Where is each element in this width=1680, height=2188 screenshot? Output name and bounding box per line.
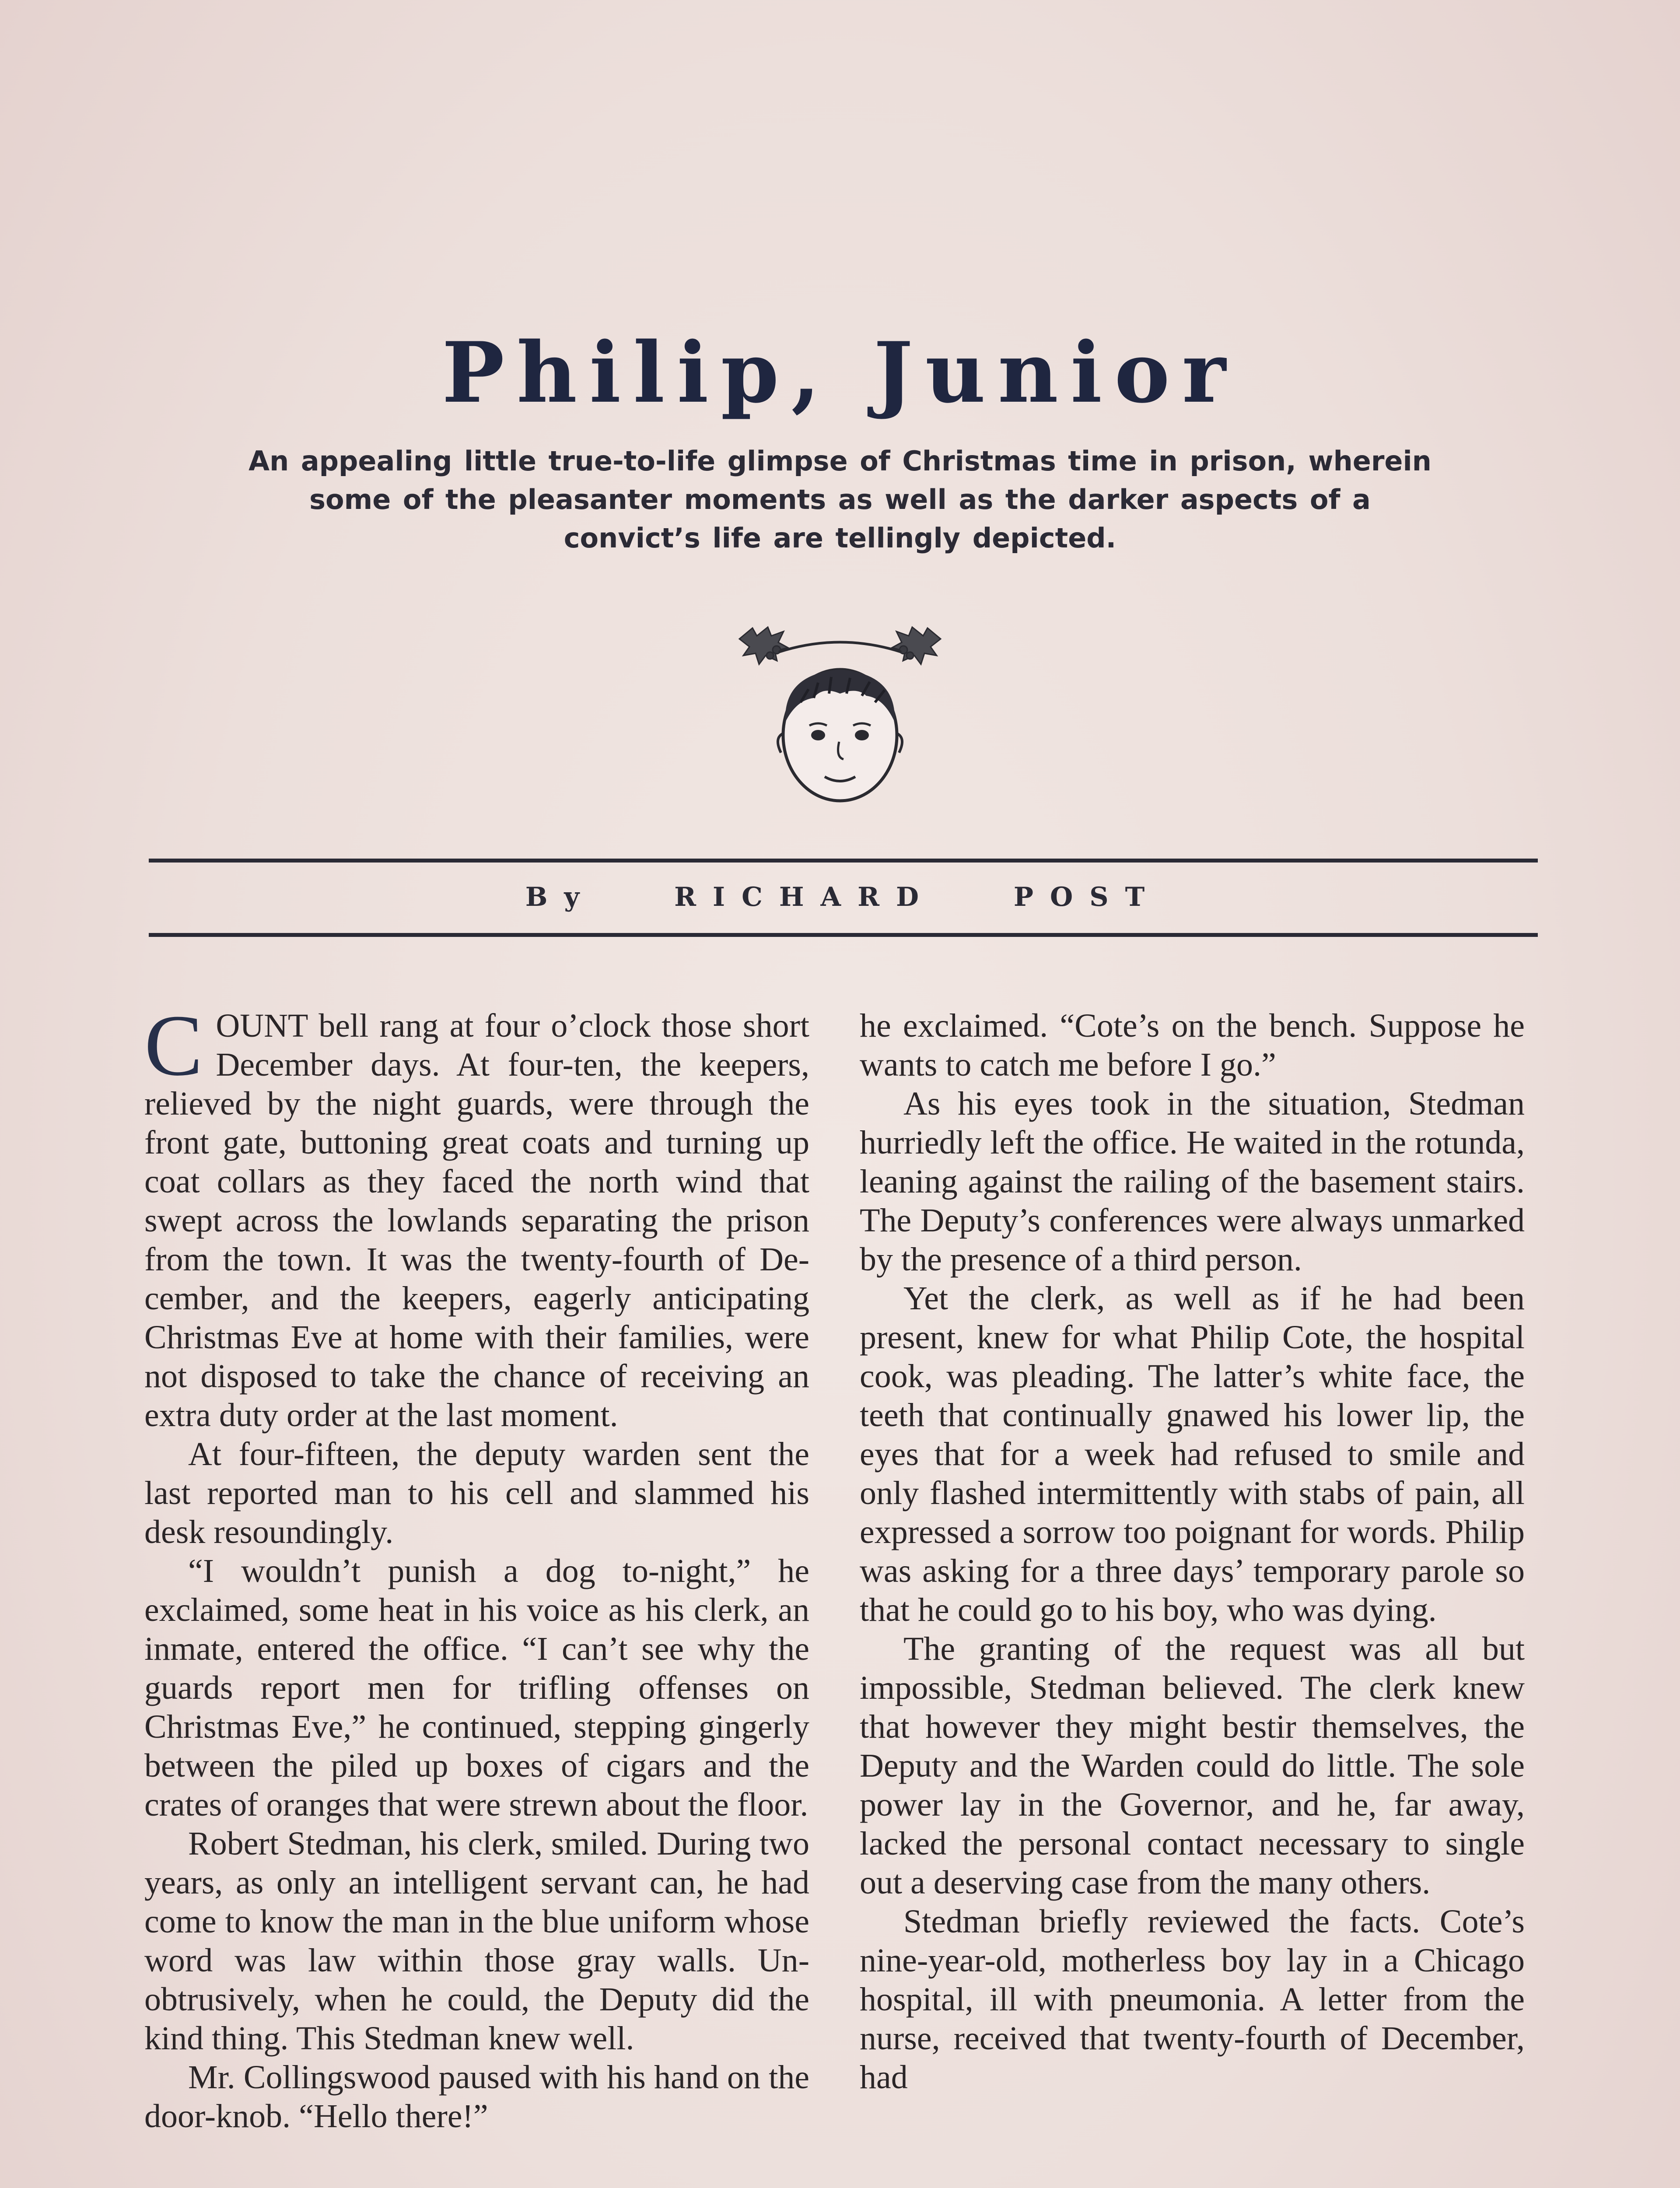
article-title: Philip, Junior [442,324,1238,421]
paragraph: Robert Stedman, his clerk, smiled. During two years, as only an intelligent servant can, he had come to know the man in the blue uniform whose word was law within those gray walls. Unobtrusively, when he could, the Deputy did the kind thing. This Stedman knew well. [144,1825,809,2057]
paragraph: Yet the clerk, as well as if he had been present, knew for what Philip Cote, the hospital cook, was pleading. The latter’s white face, the teeth that continually gnawed his lower lip, the eyes that for a week had refused to smile and only flashed intermittently with stabs of pain, all expressed a sorrow too poignant for words. Philip was asking for a three days’ temporary parole so that he could go to his boy, who was dying. [860,1280,1525,1628]
paragraph: COUNT bell rang at four o’clock those short December days. At four-ten, the keepers, relieved by the night guards, were through the front gate, buttoning great coats and turning up coat collars as they faced the north wind that swept across the lowlands separating the prison from the town. It was the twenty-fourth of December, and the keepers, eagerly anticipating Christmas Eve at home with their families, were not disposed to take the chance of receiving an extra duty order at the last moment. [144,997,809,1434]
paragraph: Mr. Collingswood paused with his hand on the door-knob. “Hello there!” [144,2059,809,2135]
paragraph: he exclaimed. “Cote’s on the bench. Suppose he wants to catch me before I go.” [860,1007,1525,1083]
paragraph: At four-fifteen, the deputy warden sent the last reported man to his cell and slammed his desk resoundingly. [144,1436,809,1550]
header-rule-top [149,859,1538,863]
paragraph: The granting of the request was all but impossible, Stedman believed. The clerk knew that however they might bestir themselves, the Deputy and the Warden could do little. The sole power lay in the Governor, and he, far away, lacked the personal contact necessary to single out a deserving case from the many others. [860,1630,1525,1901]
paragraph: Stedman briefly reviewed the facts. Cote’s nine-year-old, motherless boy lay in a Chicago hospital, ill with pneumonia. A letter from the nurse, received that twenty-fourth of December, had [860,1903,1525,2096]
paragraph: As his eyes took in the situation, Stedman hurriedly left the office. He waited in the rotunda, leaning against the railing of the basement stairs. The Deputy’s conferences were always unmarked by the presence of a third person. [860,1085,1525,1278]
boy-with-holly-icon [726,608,954,810]
paragraph: “I wouldn’t punish a dog to-night,” he exclaimed, some heat in his voice as his clerk, an inmate, entered the office. “I can’t see why the guards report men for trifling offenses on Christmas Eve,” he continued, stepping gingerly between the piled up boxes of cigars and the crates of oranges that were strewn about the floor. [144,1553,809,1823]
header-rule-bottom [149,933,1538,937]
text-column-left [144,997,809,2136]
text-column-right [860,1006,1525,2097]
article-subtitle: An appealing little true-to-life glimpse of Christmas time in prison, wherein some of the pleasanter moments as well as the darker aspects of a convict’s life are tellingly depicted. [248,445,1432,554]
byline: By RICHARD POST [525,882,1162,912]
drop-cap: C [144,997,203,1094]
